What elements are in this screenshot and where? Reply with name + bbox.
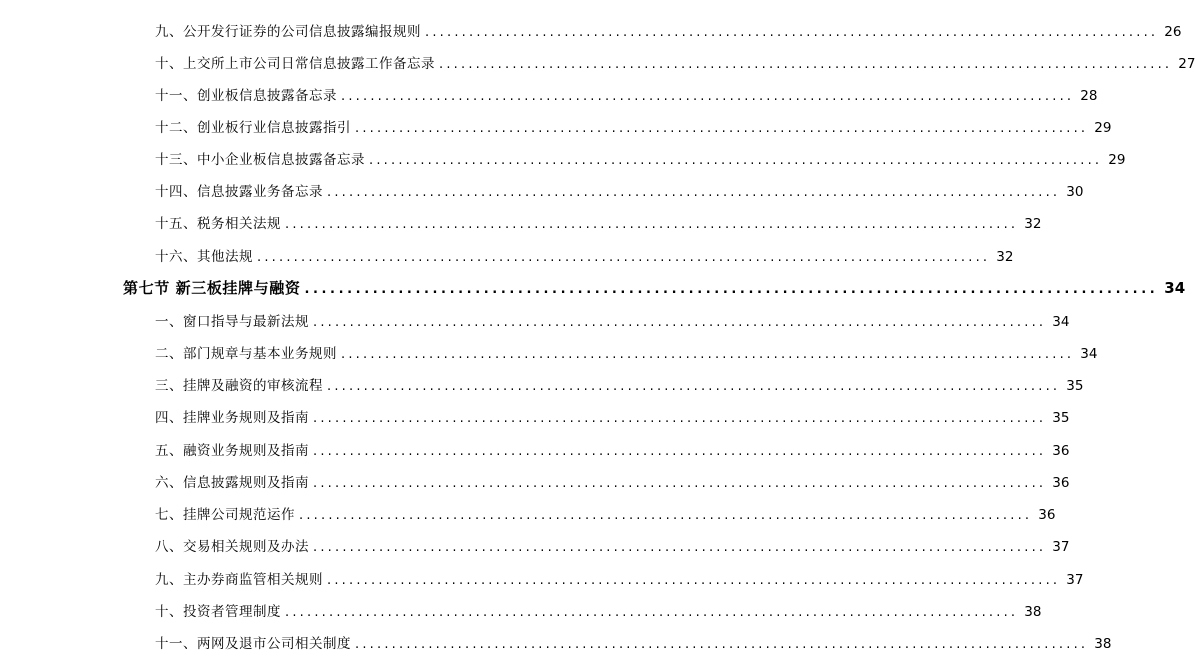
toc-entry-page: 32 bbox=[996, 249, 1014, 265]
toc-entry[interactable] bbox=[155, 310, 1070, 330]
toc-leader-dots: .................................................................................................... bbox=[327, 573, 1061, 588]
toc-entry[interactable] bbox=[155, 632, 1112, 652]
toc-section-entry[interactable] bbox=[123, 277, 1186, 297]
toc-leader-dots: .................................................................................................... bbox=[313, 476, 1047, 491]
toc-entry[interactable] bbox=[155, 245, 1014, 265]
toc-entry[interactable] bbox=[155, 600, 1042, 620]
toc-entry[interactable] bbox=[155, 535, 1070, 555]
toc-entry[interactable] bbox=[155, 374, 1084, 394]
toc-entry-title: 十、上交所上市公司日常信息披露工作备忘录 bbox=[155, 56, 435, 72]
toc-entry-title: 七、挂牌公司规范运作 bbox=[155, 507, 295, 523]
toc-entry[interactable] bbox=[155, 20, 1182, 40]
toc-leader-dots: .................................................................................................... bbox=[313, 411, 1047, 426]
toc-entry-page: 35 bbox=[1052, 410, 1070, 426]
toc-leader-dots: .................................................................................................... bbox=[439, 57, 1173, 72]
toc-leader-dots: .................................................................................................... bbox=[313, 315, 1047, 330]
toc-entry-title: 十二、创业板行业信息披露指引 bbox=[155, 120, 351, 136]
toc-leader-dots: .................................................................................................... bbox=[285, 605, 1019, 620]
toc-entry-page: 32 bbox=[1024, 216, 1042, 232]
toc-entry-page: 34 bbox=[1080, 346, 1098, 362]
toc-entry-page: 29 bbox=[1108, 152, 1126, 168]
toc-entry[interactable] bbox=[155, 116, 1112, 136]
toc-entry-title: 五、融资业务规则及指南 bbox=[155, 443, 309, 459]
toc-leader-dots: .................................................................................................... bbox=[327, 379, 1061, 394]
toc-entry-title: 十、投资者管理制度 bbox=[155, 604, 281, 620]
toc-entry-page: 37 bbox=[1066, 572, 1084, 588]
toc-entry[interactable] bbox=[155, 471, 1070, 491]
toc-leader-dots: .................................................................................................... bbox=[327, 185, 1061, 200]
toc-entry[interactable] bbox=[155, 148, 1126, 168]
toc-entry[interactable] bbox=[155, 503, 1056, 523]
toc-entry-page: 35 bbox=[1066, 378, 1084, 394]
toc-entry-page: 36 bbox=[1052, 475, 1070, 491]
toc-leader-dots: .................................................................................................... bbox=[355, 121, 1089, 136]
toc-leader-dots: .................................................................................................... bbox=[304, 282, 1159, 297]
toc-leader-dots: .................................................................................................... bbox=[341, 347, 1075, 362]
toc-entry[interactable] bbox=[155, 568, 1084, 588]
toc-entry-page: 28 bbox=[1080, 88, 1098, 104]
toc-entry-title: 十四、信息披露业务备忘录 bbox=[155, 184, 323, 200]
toc-leader-dots: .................................................................................................... bbox=[355, 637, 1089, 652]
toc-leader-dots: .................................................................................................... bbox=[285, 217, 1019, 232]
toc-entry-page: 38 bbox=[1094, 636, 1112, 652]
toc-entry[interactable] bbox=[155, 212, 1042, 232]
toc-entry-title: 三、挂牌及融资的审核流程 bbox=[155, 378, 323, 394]
toc-section-title: 第七节 新三板挂牌与融资 bbox=[123, 279, 301, 297]
toc-leader-dots: .................................................................................................... bbox=[257, 250, 991, 265]
toc-entry-title: 十三、中小企业板信息披露备忘录 bbox=[155, 152, 365, 168]
toc-entry-title: 九、公开发行证券的公司信息披露编报规则 bbox=[155, 24, 421, 40]
toc-entry-title: 十一、创业板信息披露备忘录 bbox=[155, 88, 337, 104]
toc-entry-title: 十一、两网及退市公司相关制度 bbox=[155, 636, 351, 652]
toc-leader-dots: .................................................................................................... bbox=[425, 25, 1159, 40]
toc-entry-title: 四、挂牌业务规则及指南 bbox=[155, 410, 309, 426]
toc-leader-dots: .................................................................................................... bbox=[313, 540, 1047, 555]
toc-entry[interactable] bbox=[155, 180, 1084, 200]
toc-entry-page: 27 bbox=[1178, 56, 1195, 72]
toc-entry-title: 十六、其他法规 bbox=[155, 249, 253, 265]
toc-entry[interactable] bbox=[155, 342, 1098, 362]
toc-leader-dots: .................................................................................................... bbox=[341, 89, 1075, 104]
toc-entry[interactable] bbox=[155, 52, 1195, 72]
toc-entry-page: 34 bbox=[1052, 314, 1070, 330]
toc-entry[interactable] bbox=[155, 439, 1070, 459]
toc-leader-dots: .................................................................................................... bbox=[299, 508, 1033, 523]
toc-leader-dots: .................................................................................................... bbox=[369, 153, 1103, 168]
toc-entry-page: 29 bbox=[1094, 120, 1112, 136]
toc-entry-title: 九、主办券商监管相关规则 bbox=[155, 572, 323, 588]
toc-entry[interactable] bbox=[155, 84, 1098, 104]
toc-entry-page: 38 bbox=[1024, 604, 1042, 620]
toc-leader-dots: .................................................................................................... bbox=[313, 444, 1047, 459]
toc-entry-title: 八、交易相关规则及办法 bbox=[155, 539, 309, 555]
toc-section-page: 34 bbox=[1164, 279, 1186, 297]
toc-entry-title: 六、信息披露规则及指南 bbox=[155, 475, 309, 491]
toc-entry-title: 二、部门规章与基本业务规则 bbox=[155, 346, 337, 362]
toc-entry[interactable] bbox=[155, 406, 1070, 426]
toc-entry-page: 37 bbox=[1052, 539, 1070, 555]
toc-entry-page: 30 bbox=[1066, 184, 1084, 200]
toc-entry-page: 36 bbox=[1038, 507, 1056, 523]
toc-entry-title: 十五、税务相关法规 bbox=[155, 216, 281, 232]
toc-entry-page: 36 bbox=[1052, 443, 1070, 459]
toc-entry-page: 26 bbox=[1164, 24, 1182, 40]
toc-entry-title: 一、窗口指导与最新法规 bbox=[155, 314, 309, 330]
